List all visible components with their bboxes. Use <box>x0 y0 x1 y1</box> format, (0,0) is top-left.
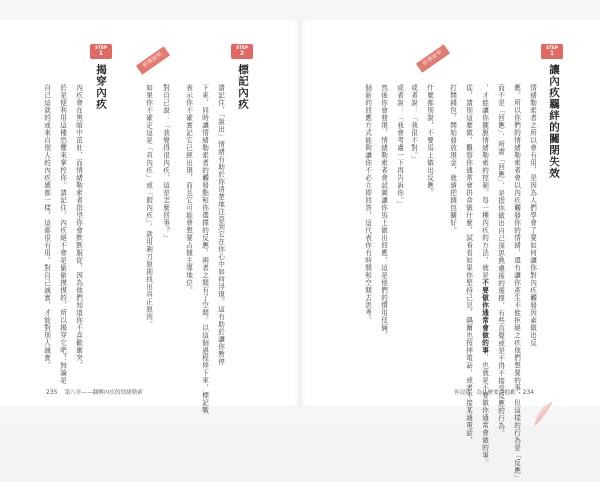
step-2-label: STEP <box>236 44 248 50</box>
inset-line-5: 個新的回應方式能夠讓你不必立即回答，這代表你有時間和空間去思考。 <box>363 84 372 324</box>
right-page-number: 234 <box>522 389 535 396</box>
right-col-1: 情緒勒索者之所以會有用，是因為人們學會了要如何讓你對內疚觸發因素做出反 <box>528 84 537 347</box>
middle-col-2: 下來，同時讓情緒勒索者的觸發點和你選擇的反應，兩者之間有了空間。以這個過程停下來，標記戰 <box>200 84 209 414</box>
feather-icon <box>530 400 556 428</box>
inset-line-1: 什麼都別說，不要馬上做出反應。 <box>425 84 434 197</box>
left-heading: 揭穿內疚 <box>95 64 107 110</box>
step-1-number-right: 1 <box>549 50 555 58</box>
right-col-6: 打開錢包，開始發放現金，就請把錢包關好。 <box>448 84 457 234</box>
left-col-2: 於是便利用這種恐懼來掌控你。請記住，內疚絕不會是偷偷摸摸的，所以揭穿它吧！無論是 <box>58 84 67 384</box>
right-col-3: 而不是「回應」，所謂「回應」，是指你做出自己深思熟慮後的選擇，有些直覺或是不得不接受反應的行為。 <box>496 84 505 438</box>
step-1-label-left: STEP <box>95 44 107 50</box>
step-2-badge <box>231 44 253 59</box>
right-col-4: ，才能讓你擺脫情緒勒索的控制。每一種內疚的方法，就是不要做你通常會做的事，也就是不要做你通常會做的事。 <box>480 84 489 467</box>
right-page <box>300 20 600 482</box>
middle-col-6: 如果你不確定這是「真內疚」或「假內疚」，就用剃刀原則找出真正原因。 <box>144 84 153 329</box>
left-page-number: 235 <box>46 389 58 396</box>
middle-col-1: 請記住，「說出」情緒有助於你清楚地注意到它在你心中如何浮現。這有助於讓你暫停 <box>216 84 225 366</box>
middle-heading: 標記內疚 <box>237 64 249 110</box>
right-col-2: 應。所以你們的情緒勒索者會以內疚觸發你的情緒，還有讓你產生不能拒絕之疚他們想要的事，但這樣的行為是「反應」 <box>512 84 521 482</box>
inset-line-2: 或者說：「我很不對。」 <box>409 84 418 164</box>
middle-col-3: 表示你不確實記它已經出現，而且它可能會想要占據主導地位。 <box>184 84 193 294</box>
left-page <box>0 20 300 414</box>
step-2-number: 2 <box>239 50 245 58</box>
right-ribbon: 原理說明 <box>416 44 450 73</box>
step-1-badge-right <box>541 44 563 59</box>
inset-line-4: 然後你會發現，情緒勒索者會試圖讓你馬上做出回應，這是他們的慣用伎倆， <box>379 84 388 339</box>
middle-ribbon: 原理說明 <box>136 46 170 75</box>
left-col-3: 自己這就的或來自別人的內疚感都一樣，這都很有用。對自己誠實，才能對別人誠實。 <box>42 84 51 369</box>
emphasized-phrase: 不要做你通常會做的事 <box>480 279 489 354</box>
step-1-badge-left <box>90 44 112 59</box>
left-running-title: 第八章——翻轉內疚的情緒勒索 <box>64 390 143 396</box>
left-footer <box>46 388 143 396</box>
step-1-number-left: 1 <box>98 50 104 58</box>
middle-col-5: 對自己說：「我覺得很內疚，這是怎麼回事？」 <box>161 84 170 242</box>
right-col-5: 從，請別這麼做，觀察你通常會拼命做什麼，試看看如果你堅持己見、偶爾也按掉電話，或者不接某通電話， <box>464 84 473 444</box>
right-running-title: 你沒錯，為什麼要說抱歉 <box>454 390 516 396</box>
left-col-1: 內疚會在黑暗中茁壯，而情緒勒索者指望你會默默服從，因為他們知道你不喜歡衝突。 <box>74 84 83 369</box>
inset-line-3: 或者說：「我會考慮一下再告訴你。」 <box>395 84 404 209</box>
step-1-label-right: STEP <box>546 44 558 50</box>
right-heading: 讓內疚羈絆的關閉失效 <box>548 64 560 179</box>
right-footer <box>454 388 534 396</box>
